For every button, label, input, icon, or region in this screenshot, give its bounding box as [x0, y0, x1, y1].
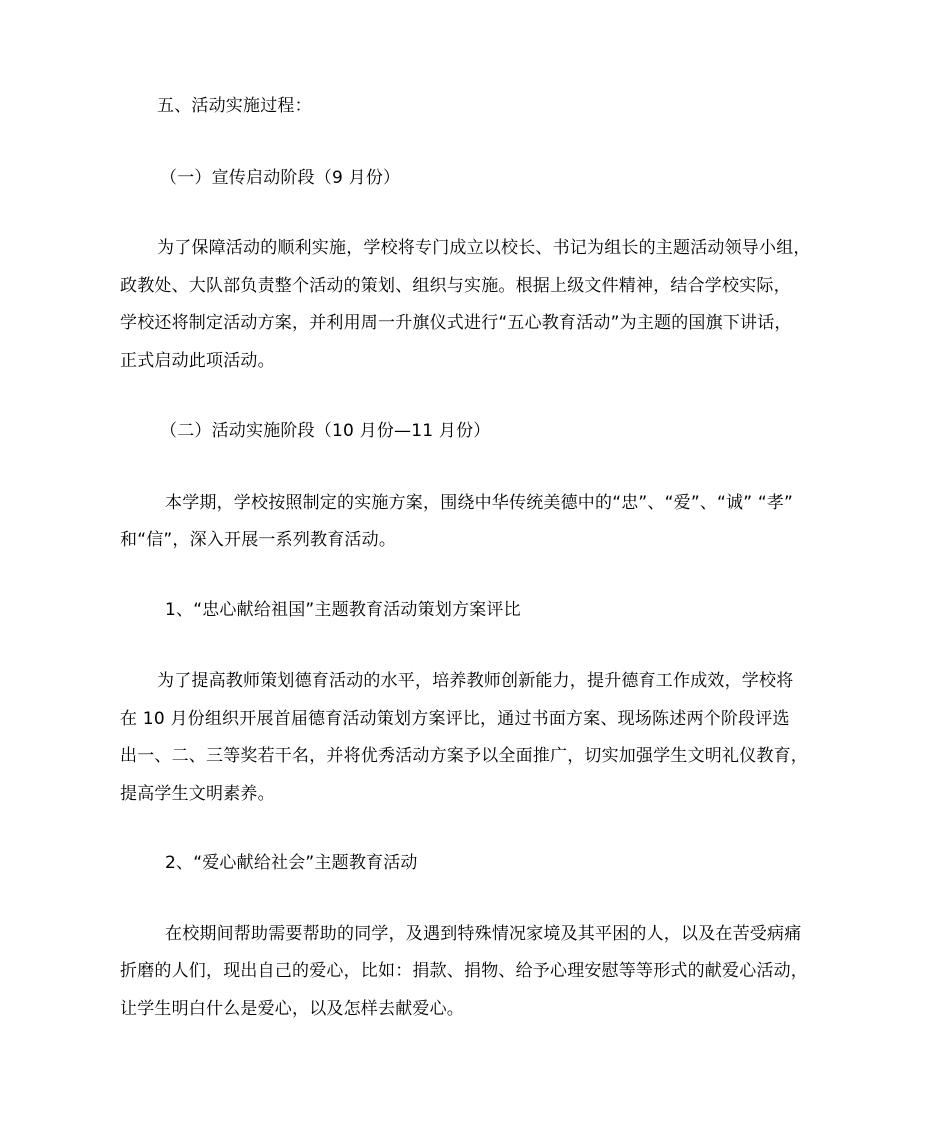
stage-one-paragraph-line: 正式启动此项活动。 — [120, 351, 275, 371]
item-one-paragraph-line: 为了提高教师策划德育活动的水平，培养教师创新能力，提升德育工作成效，学校将 — [157, 671, 794, 691]
item-one-heading: 1、“忠心献给祖国”主题教育活动策划方案评比 — [165, 600, 521, 620]
item-one-paragraph-line: 出一、二、三等奖若干名，并将优秀活动方案予以全面推广，切实加强学生文明礼仪教育， — [120, 746, 808, 766]
section-heading: 五、活动实施过程： — [157, 96, 312, 116]
item-one-paragraph-line: 在 10 月份组织开展首届德育活动策划方案评比，通过书面方案、现场陈述两个阶段评选 — [120, 709, 790, 729]
stage-one-heading: （一）宣传启动阶段（9 月份） — [160, 168, 401, 188]
stage-two-intro-line: 和“信”，深入开展一系列教育活动。 — [120, 530, 397, 550]
stage-two-intro-line: 本学期，学校按照制定的实施方案，围绕中华传统美德中的“忠”、“爱”、“诚” “孝” — [165, 493, 794, 513]
stage-one-paragraph-line: 政教处、大队部负责整个活动的策划、组织与实施。根据上级文件精神，结合学校实际， — [120, 276, 791, 296]
item-two-paragraph-line: 在校期间帮助需要帮助的同学，及遇到特殊情况家境及其平困的人，以及在苦受病痛 — [165, 924, 802, 944]
item-two-heading: 2、“爱心献给社会”主题教育活动 — [165, 853, 418, 873]
item-two-paragraph-line: 让学生明白什么是爱心，以及怎样去献爱心。 — [120, 999, 464, 1019]
stage-one-paragraph-line: 为了保障活动的顺利实施，学校将专门成立以校长、书记为组长的主题活动领导小组， — [157, 238, 811, 258]
item-one-paragraph-line: 提高学生文明素养。 — [120, 784, 275, 804]
stage-two-heading: （二）活动实施阶段（10 月份—11 月份） — [160, 421, 491, 441]
item-two-paragraph-line: 折磨的人们，现出自己的爱心，比如：捐款、捐物、给予心理安慰等等形式的献爱心活动， — [120, 961, 808, 981]
stage-one-paragraph-line: 学校还将制定活动方案，并利用周一升旗仪式进行“五心教育活动”为主题的国旗下讲话， — [120, 313, 792, 333]
